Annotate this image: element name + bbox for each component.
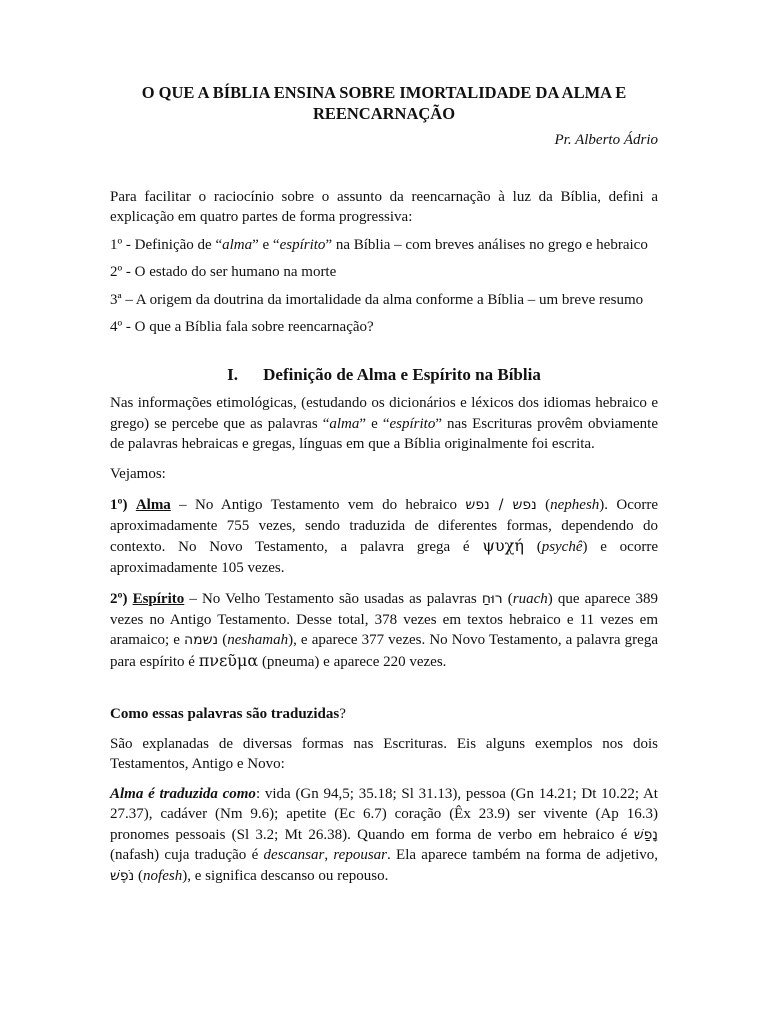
section-heading — [110, 365, 658, 386]
hebrew-ruach: רוּחַ — [481, 591, 503, 607]
espirito-paragraph: 2º) Espírito – No Velho Testamento são usadas as palavras רוּחַ (ruach) que aparece 389 vezes no Antigo Testamento. Desse total, 378 vezes em textos hebraico e 11 vezes em aramaico; e נשמה (neshamah), e aparece 377 vezes. No Novo Testamento, a palavra grega para espírito é πνεῦμα (pneuma) e aparece 220 vezes. — [110, 591, 659, 670]
hebrew-nephesh: נפש / נפש — [465, 497, 537, 513]
part-item-1: 1º - Definição de “alma” e “espírito” na Bíblia – com breves análises no grego e hebraico — [110, 236, 648, 253]
translation-paragraph: Alma é traduzida como: vida (Gn 94,5; 35.18; Sl 31.13), pessoa (Gn 14.21; Dt 10.22; At 27.37), cadáver (Nm 9.6); apetite (Ec 6.7) coração (Êx 23.9) ser vivente (Ap 16.3) pronomes pessoais (Sl 3.2; Mt 26.38). Quando em forma de verbo em hebraico é נָפַשׁ (nafash) cuja tradução é descansar, repousar. Ela aparece também na forma de adjetivo, נֹפֶשׁ (nofesh), e significa descanso ou repouso. — [110, 785, 658, 884]
section-intro-paragraph: Nas informações etimológicas, (estudando os dicionários e léxicos dos idiomas hebraico e grego) se percebe que as palavras “alma” e “espírito” nas Escrituras provêm obviamente de palavras hebraicas e gregas, línguas em que a Bíblia originalmente foi escrita. — [110, 395, 658, 452]
hebrew-nofesh: נֹפֶשׁ — [110, 867, 135, 884]
document-body — [110, 82, 658, 886]
greek-pneuma: πνεῦμα — [198, 650, 259, 670]
section-number: I. — [227, 364, 239, 384]
part-item-2: 2º - O estado do ser humano na morte — [110, 264, 337, 280]
part-item-3: 3ª – A origem da doutrina da imortalidade da alma conforme a Bíblia – um breve resumo — [110, 291, 644, 308]
alma-term: Alma — [135, 497, 171, 513]
section-title: Definição de Alma e Espírito na Bíblia — [263, 364, 541, 384]
hebrew-neshamah: נשמה — [183, 632, 219, 648]
explanation-paragraph: São explanadas de diversas formas nas Escrituras. Eis alguns exemplos nos dois Testamentos, Antigo e Novo: — [110, 735, 658, 772]
vejamos-label: Vejamos: — [110, 465, 166, 482]
translation-lead: Alma é traduzida como — [110, 785, 256, 802]
author-line: Pr. Alberto Ádrio — [554, 132, 658, 148]
intro-paragraph: Para facilitar o raciocínio sobre o assunto da reencarnação à luz da Bíblia, defini a explicação em quatro partes de forma progressiva: — [110, 188, 658, 225]
alma-paragraph: 1º) Alma – No Antigo Testamento vem do hebraico נפש / נפש (nephesh). Ocorre aproximadamente 755 vezes, sendo traduzida de diferentes formas, dependendo do contexto. No Novo Testamento, a palavra grega é ψυχή (psychê) e ocorre aproximadamente 105 vezes. — [110, 497, 659, 576]
hebrew-nafash: נָפַשׁ — [633, 826, 658, 843]
subheading: Como essas palavras são traduzidas? — [110, 706, 346, 722]
greek-psyche: ψυχή — [482, 536, 524, 555]
espirito-term: Espírito — [132, 591, 185, 607]
document-title: O QUE A BÍBLIA ENSINA SOBRE IMORTALIDADE DA ALMA E REENCARNAÇÃO — [141, 83, 627, 123]
part-item-4: 4º - O que a Bíblia fala sobre reencarnação? — [110, 319, 374, 335]
